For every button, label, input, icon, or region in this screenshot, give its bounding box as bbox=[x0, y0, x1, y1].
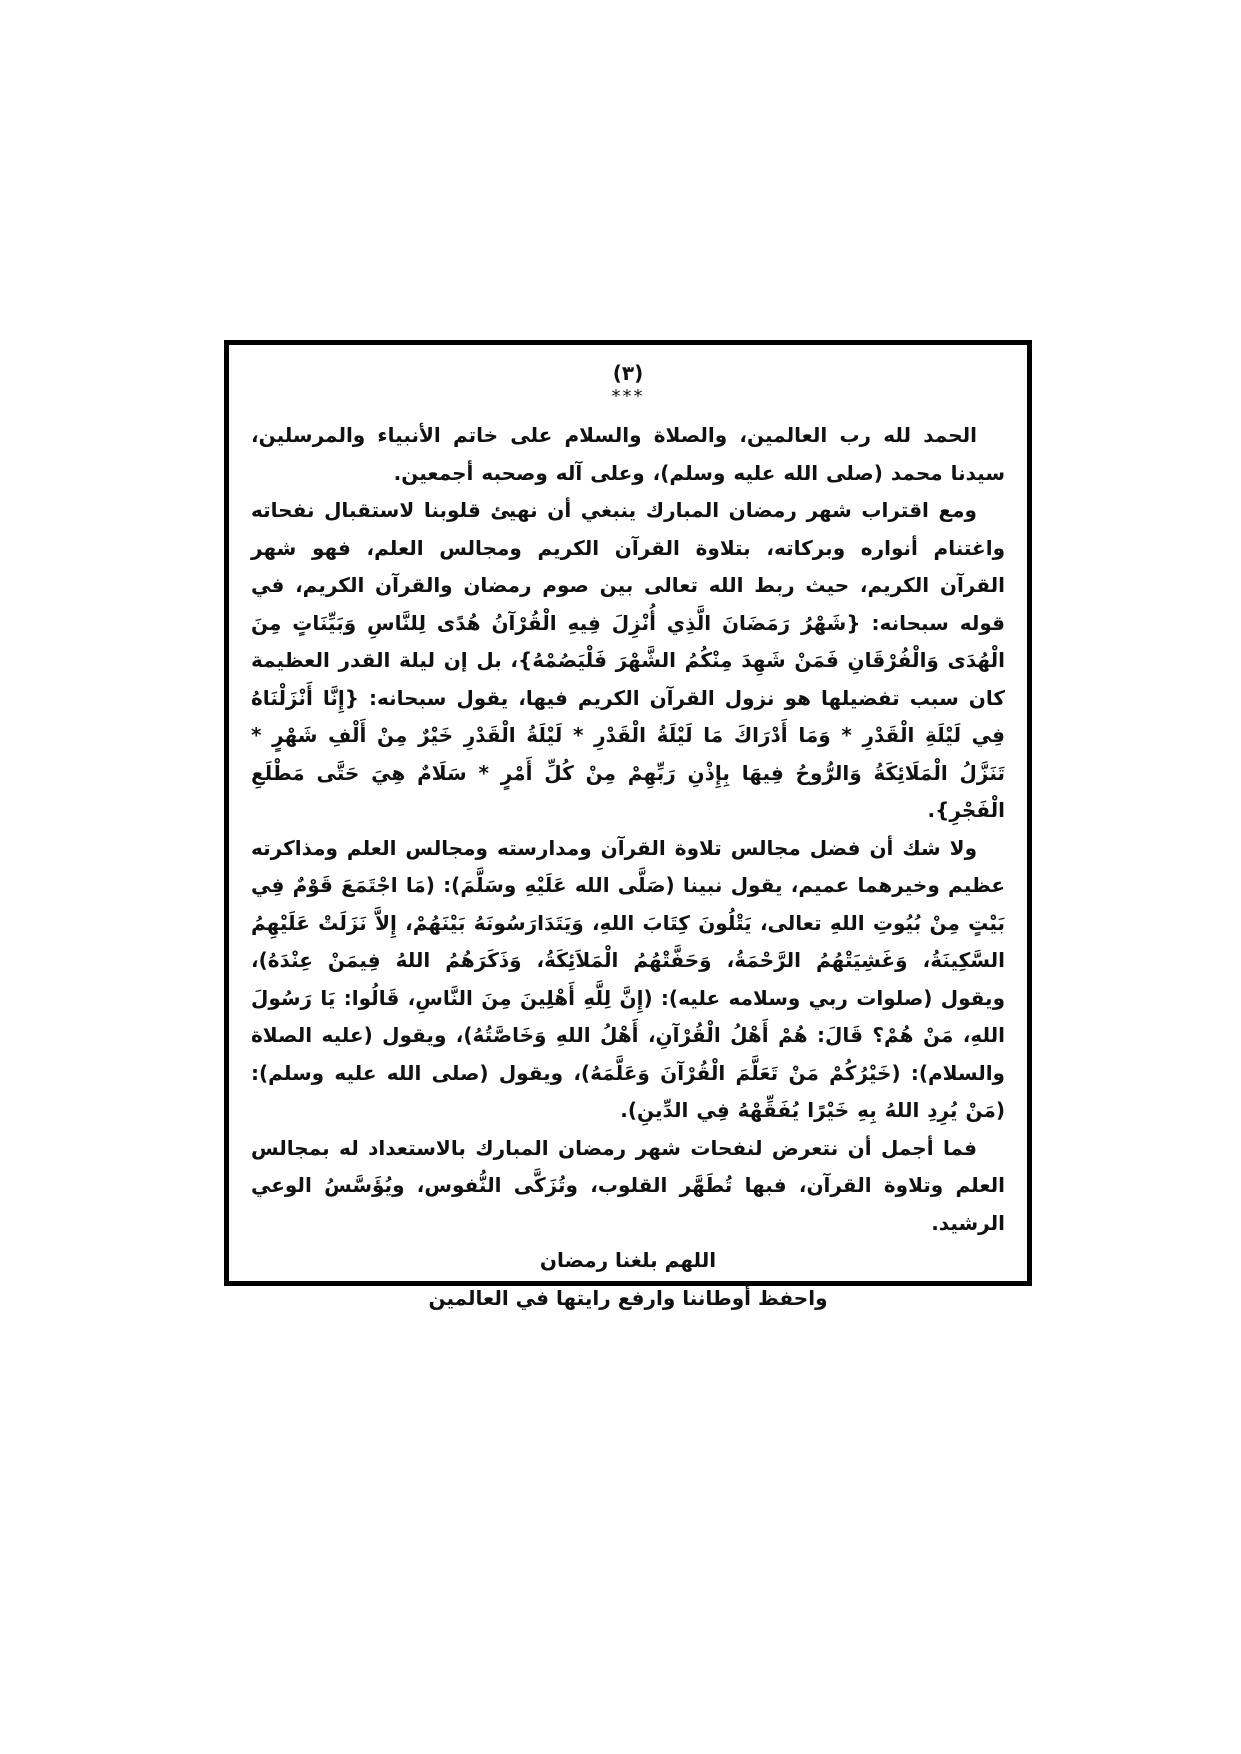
paragraph-ramadan-quran: ومع اقتراب شهر رمضان المبارك ينبغي أن نهيئ قلوبنا لاستقبال نفحاته واغتنام أنواره وبركاته، بتلاوة القرآن الكريم ومجالس العلم، فهو شهر القرآن الكريم، حيث ربط الله تعالى بين صوم رمضان والقرآن الكريم، في قوله سبحانه: {شَهْرُ رَمَضَانَ الَّذِي أُنْزِلَ فِيهِ الْقُرْآنُ هُدًى لِلنَّاسِ وَبَيِّنَاتٍ مِنَ الْهُدَى وَالْفُرْقَانِ فَمَنْ شَهِدَ مِنْكُمُ الشَّهْرَ فَلْيَصُمْهُ}، بل إن ليلة القدر العظيمة كان سبب تفضيلها هو نزول القرآن الكريم فيها، يقول سبحانه: {إِنَّا أَنْزَلْنَاهُ فِي لَيْلَةِ الْقَدْرِ * وَمَا أَدْرَاكَ مَا لَيْلَةُ الْقَدْرِ * لَيْلَةُ الْقَدْرِ خَيْرٌ مِنْ أَلْفِ شَهْرٍ * تَنَزَّلُ الْمَلَائِكَةُ وَالرُّوحُ فِيهَا بِإِذْنِ رَبِّهِمْ مِنْ كُلِّ أَمْرٍ * سَلَامٌ هِيَ حَتَّى مَطْلَعِ الْفَجْرِ}. bbox=[251, 498, 1005, 822]
paragraph-knowledge-circles: ولا شك أن فضل مجالس تلاوة القرآن ومدارسته ومجالس العلم ومذاكرته عظيم وخيرهما عميم، يقول نبينا (صَلَّى الله عَلَيْهِ وسَلَّمَ): (مَا اجْتَمَعَ قَوْمٌ فِي بَيْتٍ مِنْ بُيُوتِ اللهِ تعالى، يَتْلُونَ كِتَابَ اللهِ، وَيَتَدَارَسُونَهُ بَيْنَهُمْ، إِلاَّ نَزَلَتْ عَلَيْهِمُ السَّكِينَةُ، وَغَشِيَتْهُمُ الرَّحْمَةُ، وَحَفَّتْهُمُ الْمَلاَئِكَةُ، وَذَكَرَهُمُ اللهُ فِيمَنْ عِنْدَهُ)، ويقول (صلوات ربي وسلامه عليه): (إِنَّ لِلَّهِ أَهْلِينَ مِنَ النَّاسِ، قَالُوا: يَا رَسُولَ اللهِ، مَنْ هُمْ؟ قَالَ: هُمْ أَهْلُ الْقُرْآنِ، أَهْلُ اللهِ وَخَاصَّتُهُ)، ويقول (عليه الصلاة والسلام): (خَيْرُكُمْ مَنْ تَعَلَّمَ الْقُرْآنَ وَعَلَّمَهُ)، ويقول (صلى الله عليه وسلم): (مَنْ يُرِدِ اللهُ بِهِ خَيْرًا يُفَقِّهْهُ فِي الدِّينِ). bbox=[251, 835, 1005, 1122]
closing-supplication-1: اللهم بلغنا رمضان bbox=[539, 1248, 717, 1272]
paragraph-opening: الحمد لله رب العالمين، والصلاة والسلام على خاتم الأنبياء والمرسلين، سيدنا محمد (صلى الله عليه وسلم)، وعلى آله وصحبه أجمعين. bbox=[251, 423, 1005, 485]
section-separator: *** bbox=[611, 386, 645, 407]
paragraph-conclusion: فما أجمل أن نتعرض لنفحات شهر رمضان المبارك بالاستعداد له بمجالس العلم وتلاوة القرآن، فبها تُطَهَّر القلوب، وتُزَكَّى النُّفوس، ويُؤَسَّسُ الوعي الرشيد. bbox=[251, 1135, 1005, 1235]
page-border-frame bbox=[224, 340, 1032, 1310]
closing-supplication-2: واحفظ أوطاننا وارفع رايتها في العالمين bbox=[428, 1285, 828, 1310]
page-number: (٣) bbox=[612, 361, 644, 385]
